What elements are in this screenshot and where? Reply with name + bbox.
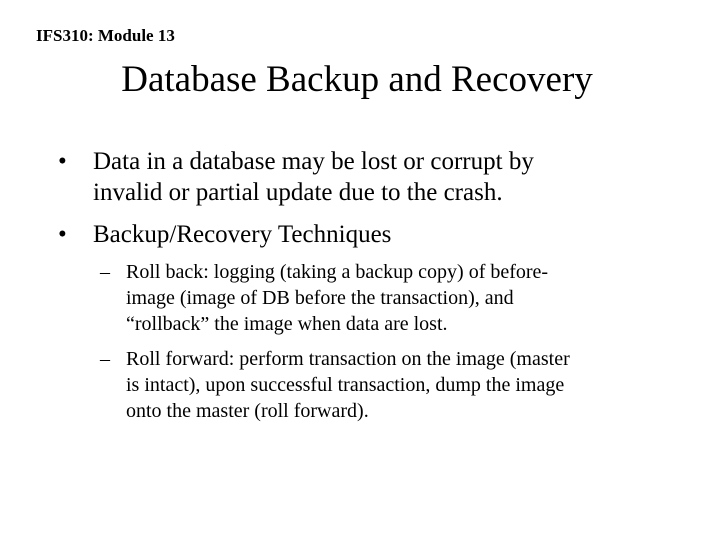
sub-bullet-marker: – — [100, 261, 110, 283]
bullet-marker: • — [58, 148, 67, 175]
sub-bullet-marker: – — [100, 348, 110, 370]
sub-bullet-line: “rollback” the image when data are lost. — [126, 313, 448, 335]
sub-bullet-line: image (image of DB before the transaction), and — [126, 287, 514, 309]
module-label: IFS310: Module 13 — [36, 26, 175, 45]
bullet-line: Data in a database may be lost or corrupt by — [93, 148, 534, 175]
bullet-text — [93, 146, 693, 208]
bullet-line: Backup/Recovery Techniques — [93, 221, 392, 248]
bullet-marker: • — [58, 221, 67, 248]
bullet-line: invalid or partial update due to the crash. — [93, 179, 503, 206]
slide-title: Database Backup and Recovery — [121, 59, 593, 100]
sub-bullet-line: is intact), upon successful transaction, dump the image — [126, 374, 565, 396]
sub-bullet-line: onto the master (roll forward). — [126, 400, 369, 422]
bullet-text — [93, 219, 693, 250]
sub-bullet-item — [100, 346, 570, 424]
sub-bullet-line: Roll back: logging (taking a backup copy) of before- — [126, 261, 549, 283]
sub-bullet-item — [100, 259, 549, 337]
sub-bullet-line: Roll forward: perform transaction on the image (master — [126, 348, 570, 370]
